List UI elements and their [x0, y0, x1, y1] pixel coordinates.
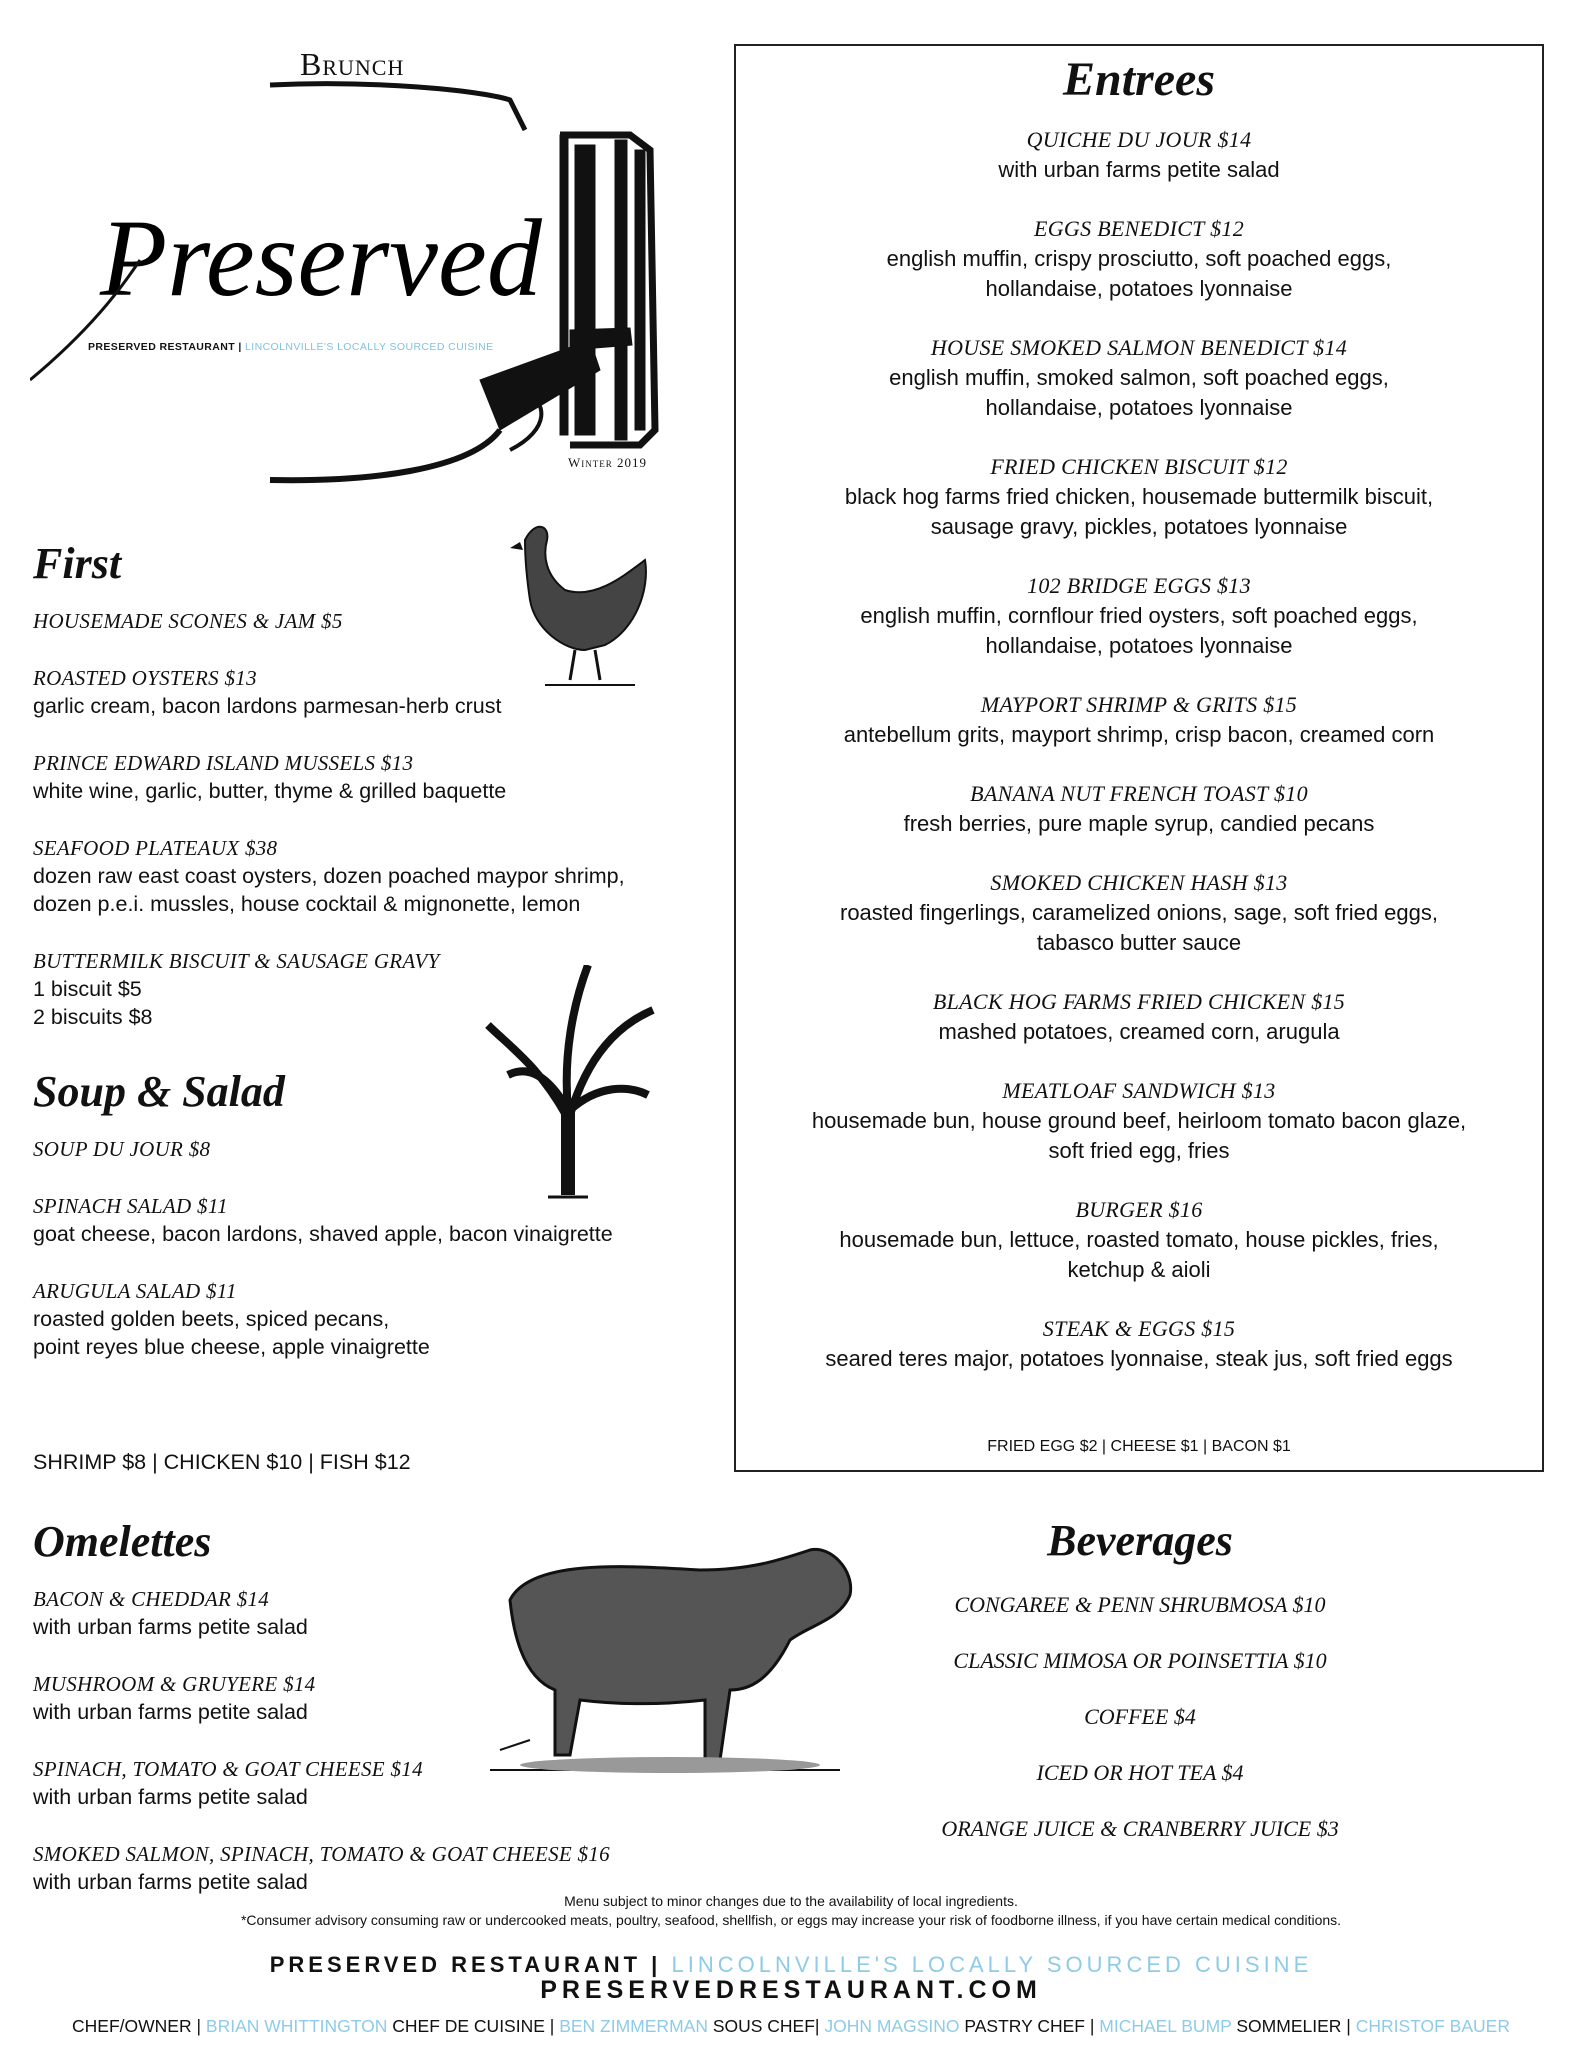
item-name: 102 BRIDGE EGGS $13: [1027, 573, 1251, 598]
item-desc: english muffin, crispy prosciutto, soft poached eggs,: [886, 246, 1392, 271]
menu-item: [736, 333, 1542, 423]
beverage-item: ICED OR HOT TEA $4: [1036, 1760, 1244, 1785]
item-desc: dozen p.e.i. mussles, house cocktail & mignonette, lemon: [33, 892, 581, 916]
item-desc: 2 biscuits $8: [33, 1005, 153, 1029]
item-desc: goat cheese, bacon lardons, shaved apple, bacon vinaigrette: [33, 1222, 613, 1246]
menu-item: [33, 1840, 713, 1896]
staff-name: BRIAN WHITTINGTON: [205, 2016, 388, 2036]
menu-item: [736, 571, 1542, 661]
item-name: HOUSE SMOKED SALMON BENEDICT $14: [930, 335, 1348, 360]
footer-brand: [0, 1952, 1582, 1978]
item-name: FRIED CHICKEN BISCUIT $12: [990, 454, 1288, 479]
item-desc: dozen raw east coast oysters, dozen poached maypor shrimp,: [33, 864, 625, 888]
menu-item: [736, 125, 1542, 185]
item-desc: fresh berries, pure maple syrup, candied pecans: [903, 811, 1375, 836]
disclaimer: [0, 1892, 1582, 1930]
staff-role: SOUS CHEF|: [712, 2016, 820, 2036]
item-desc: with urban farms petite salad: [33, 1870, 308, 1894]
item-name: BLACK HOG FARMS FRIED CHICKEN $15: [932, 989, 1346, 1014]
beverage-item: COFFEE $4: [1084, 1704, 1196, 1729]
footer-brand-name: PRESERVED RESTAURANT |: [269, 1952, 662, 1977]
menu-item: [736, 452, 1542, 542]
staff-name: JOHN MAGSINO: [824, 2016, 960, 2036]
item-desc: ketchup & aioli: [1067, 1257, 1211, 1282]
menu-item: [736, 1076, 1542, 1166]
item-desc: 1 biscuit $5: [33, 977, 142, 1001]
item-desc: garlic cream, bacon lardons parmesan-herb crust: [33, 694, 502, 718]
tagline: [88, 341, 494, 353]
soup-salad-section: [33, 1066, 713, 1390]
menu-item: [33, 749, 713, 805]
menu-item: [33, 607, 713, 635]
logo-script-text: Preserved: [100, 197, 542, 319]
item-name: MEATLOAF SANDWICH $13: [1002, 1078, 1276, 1103]
item-desc: roasted fingerlings, caramelized onions, sage, soft fried eggs,: [840, 900, 1438, 925]
menu-item: [736, 868, 1542, 958]
footer-brand-accent: LINCOLNVILLE'S LOCALLY SOURCED CUISINE: [671, 1952, 1313, 1977]
bull-illustration: [470, 1540, 860, 1780]
item-name: MUSHROOM & GRUYERE $14: [33, 1672, 316, 1696]
item-desc: english muffin, smoked salmon, soft poached eggs,: [889, 365, 1389, 390]
item-desc: sausage gravy, pickles, potatoes lyonnaise: [930, 514, 1348, 539]
staff-name: CHRISTOF BAUER: [1355, 2016, 1510, 2036]
staff-role: SOMMELIER |: [1236, 2016, 1351, 2036]
item-desc: with urban farms petite salad: [33, 1700, 308, 1724]
first-heading: First: [33, 539, 122, 588]
menu-item: [33, 1135, 713, 1163]
staff-role: PASTRY CHEF |: [964, 2016, 1095, 2036]
disclaimer-line: *Consumer advisory consuming raw or undercooked meats, poultry, seafood, shellfish, or eggs may increase your risk of foodborne illness, if you have certain medical conditions.: [240, 1912, 1342, 1928]
staff-name: MICHAEL BUMP: [1099, 2016, 1232, 2036]
item-desc: with urban farms petite salad: [998, 157, 1280, 182]
staff-name: BEN ZIMMERMAN: [559, 2016, 708, 2036]
protein-addons: SHRIMP $8 | CHICKEN $10 | FISH $12: [33, 1450, 411, 1474]
item-desc: roasted golden beets, spiced pecans,: [33, 1307, 390, 1331]
item-name: SPINACH SALAD $11: [33, 1194, 228, 1218]
menu-item: [33, 664, 713, 720]
menu-item: [736, 1195, 1542, 1285]
item-name: QUICHE DU JOUR $14: [1026, 127, 1252, 152]
item-name: SMOKED CHICKEN HASH $13: [990, 870, 1288, 895]
item-name: SPINACH, TOMATO & GOAT CHEESE $14: [33, 1757, 423, 1781]
item-desc: with urban farms petite salad: [33, 1785, 308, 1809]
entree-addons: FRIED EGG $2 | CHEESE $1 | BACON $1: [987, 1438, 1291, 1455]
beverages-section: [840, 1515, 1440, 1872]
staff-credits: [0, 2016, 1582, 2037]
item-desc: white wine, garlic, butter, thyme & grilled baquette: [33, 779, 507, 803]
omelettes-heading: Omelettes: [33, 1517, 212, 1566]
menu-item: [33, 1192, 713, 1248]
item-name: BACON & CHEDDAR $14: [33, 1587, 270, 1611]
item-name: ARUGULA SALAD $11: [33, 1279, 237, 1303]
item-name: BURGER $16: [1075, 1197, 1203, 1222]
item-name: SOUP DU JOUR $8: [33, 1137, 211, 1161]
item-name: PRINCE EDWARD ISLAND MUSSELS $13: [33, 751, 414, 775]
item-desc: english muffin, cornflour fried oysters, soft poached eggs,: [860, 603, 1418, 628]
item-name: MAYPORT SHRIMP & GRITS $15: [980, 692, 1298, 717]
item-desc: antebellum grits, mayport shrimp, crisp bacon, creamed corn: [843, 722, 1435, 747]
item-desc: housemade bun, lettuce, roasted tomato, house pickles, fries,: [839, 1227, 1439, 1252]
item-name: ROASTED OYSTERS $13: [33, 666, 257, 690]
item-desc: with urban farms petite salad: [33, 1615, 308, 1639]
item-name: STEAK & EGGS $15: [1042, 1316, 1236, 1341]
menu-item: [33, 1277, 713, 1361]
menu-item: [736, 214, 1542, 304]
item-name: EGGS BENEDICT $12: [1033, 216, 1245, 241]
tagline-name: PRESERVED RESTAURANT |: [88, 341, 242, 353]
item-name: SMOKED SALMON, SPINACH, TOMATO & GOAT CHEESE $16: [33, 1842, 610, 1866]
item-name: SEAFOOD PLATEAUX $38: [33, 836, 278, 860]
brunch-label: Brunch: [300, 46, 405, 82]
entrees-heading: Entrees: [1062, 53, 1215, 106]
staff-role: CHEF DE CUISINE |: [392, 2016, 555, 2036]
item-desc: housemade bun, house ground beef, heirloom tomato bacon glaze,: [811, 1108, 1467, 1133]
soup-salad-heading: Soup & Salad: [33, 1067, 285, 1116]
beverage-item: CONGAREE & PENN SHRUBMOSA $10: [954, 1592, 1326, 1617]
menu-item: [736, 690, 1542, 750]
item-desc: black hog farms fried chicken, housemade buttermilk biscuit,: [844, 484, 1434, 509]
menu-item: [33, 947, 713, 1031]
menu-item: [736, 1314, 1542, 1374]
beverage-item: CLASSIC MIMOSA OR POINSETTIA $10: [953, 1648, 1327, 1673]
beverage-item: ORANGE JUICE & CRANBERRY JUICE $3: [941, 1816, 1339, 1841]
item-desc: hollandaise, potatoes lyonnaise: [985, 395, 1293, 420]
item-name: HOUSEMADE SCONES & JAM $5: [33, 609, 343, 633]
item-desc: soft fried egg, fries: [1048, 1138, 1230, 1163]
website-link[interactable]: PRESERVEDRESTAURANT.COM: [540, 1976, 1042, 2004]
item-desc: seared teres major, potatoes lyonnaise, steak jus, soft fried eggs: [825, 1346, 1453, 1371]
item-desc: hollandaise, potatoes lyonnaise: [985, 276, 1293, 301]
item-name: BUTTERMILK BISCUIT & SAUSAGE GRAVY: [33, 949, 440, 973]
item-desc: hollandaise, potatoes lyonnaise: [985, 633, 1293, 658]
disclaimer-line: Menu subject to minor changes due to the availability of local ingredients.: [564, 1893, 1018, 1909]
menu-item: [736, 779, 1542, 839]
mason-jar-illustration: [30, 70, 720, 490]
item-name: BANANA NUT FRENCH TOAST $10: [970, 781, 1308, 806]
first-section: [33, 538, 713, 1060]
menu-item: [736, 987, 1542, 1047]
tagline-accent: LINCOLNVILLE'S LOCALLY SOURCED CUISINE: [245, 341, 494, 353]
staff-role: CHEF/OWNER |: [72, 2016, 202, 2036]
item-desc: tabasco butter sauce: [1036, 930, 1242, 955]
season-label: Winter 2019: [568, 455, 648, 470]
item-desc: point reyes blue cheese, apple vinaigrette: [33, 1335, 430, 1359]
beverages-heading: Beverages: [1047, 1516, 1233, 1565]
item-desc: mashed potatoes, creamed corn, arugula: [938, 1019, 1340, 1044]
menu-item: [33, 834, 713, 918]
entrees-section: [734, 44, 1544, 1472]
